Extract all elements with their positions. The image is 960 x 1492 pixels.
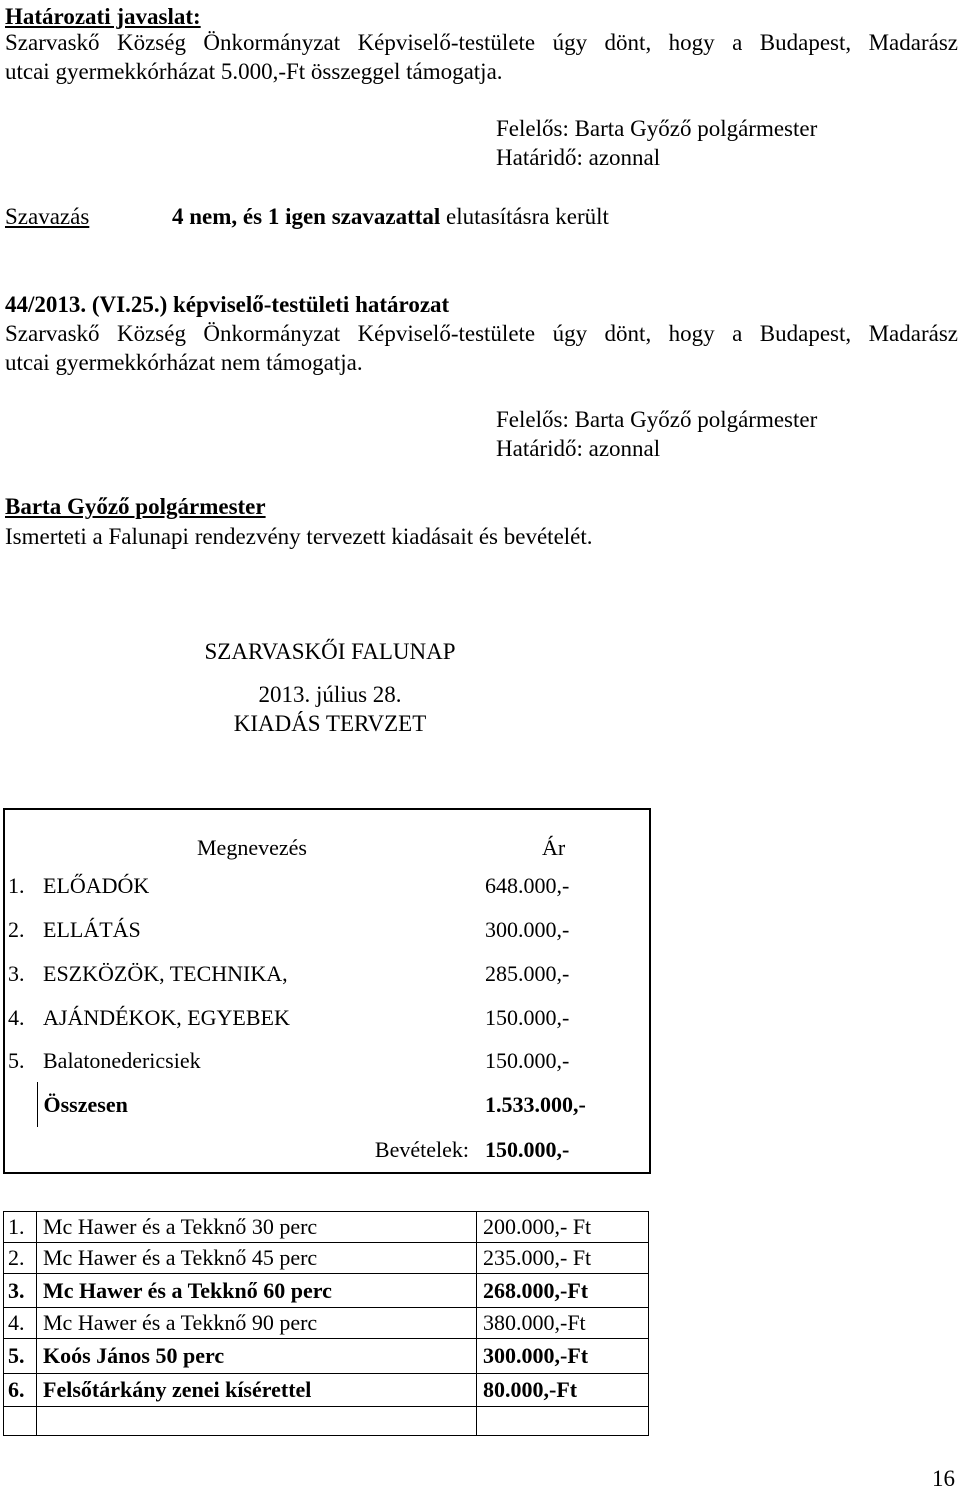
page-number: 16: [932, 1466, 955, 1491]
performers-table: [3, 1211, 649, 1436]
budget-table: [3, 808, 651, 1174]
row-price: 80.000,-Ft: [477, 1374, 649, 1407]
budget-header-row: [4, 809, 650, 863]
row-number: 1.: [4, 1212, 37, 1243]
row-name: Mc Hawer és a Tekknő 45 perc: [37, 1243, 477, 1274]
row-number: 3.: [8, 961, 25, 986]
responsible-person-2: Felelős: Barta Győző polgármester: [496, 407, 818, 432]
proposal-text-line2: utcai gyermekkórházat 5.000,-Ft összeggel támogatja.: [5, 59, 503, 84]
table-row: [4, 908, 650, 952]
row-name: ELLÁTÁS: [43, 917, 141, 942]
table-row: [4, 952, 650, 996]
row-price: 300.000,-Ft: [477, 1339, 649, 1374]
row-number: 3.: [4, 1274, 37, 1308]
row-number: 6.: [4, 1374, 37, 1407]
row-price: 150.000,-: [485, 1047, 570, 1073]
resolution-text-line2: utcai gyermekkórházat nem támogatja.: [5, 350, 363, 375]
row-name: ESZKÖZÖK, TECHNIKA,: [43, 961, 288, 986]
table-row: [4, 996, 650, 1039]
row-number: 1.: [8, 872, 25, 898]
table-row: [4, 1212, 649, 1243]
row-number: 4.: [4, 1308, 37, 1339]
row-name: ELŐADÓK: [43, 872, 150, 898]
row-price: 235.000,- Ft: [477, 1243, 649, 1274]
row-number: 2.: [4, 1243, 37, 1274]
proposal-heading: Határozati javaslat:: [5, 4, 201, 29]
deadline-2: Határidő: azonnal: [496, 436, 661, 461]
table-row: [4, 1308, 649, 1339]
row-price: 200.000,- Ft: [477, 1212, 649, 1243]
row-name: Koós János 50 perc: [37, 1339, 477, 1374]
responsible-person: Felelős: Barta Győző polgármester: [496, 116, 818, 141]
total-row: [4, 1082, 650, 1127]
table-row: [4, 1039, 650, 1082]
total-value: 1.533.000,-: [485, 1091, 586, 1117]
row-price: 268.000,-Ft: [477, 1274, 649, 1308]
table-row: [4, 1274, 649, 1308]
row-number: 2.: [8, 917, 25, 942]
table-row: [4, 1243, 649, 1274]
speaker-text: Ismerteti a Falunapi rendezvény tervezett kiadásait és bevételét.: [5, 524, 593, 549]
row-price: 285.000,-: [485, 961, 570, 986]
table-row: [4, 863, 650, 908]
vote-count: 4 nem, és 1 igen szavazattal: [172, 204, 441, 229]
row-number: 5.: [4, 1339, 37, 1374]
row-name: Mc Hawer és a Tekknő 30 perc: [37, 1212, 477, 1243]
income-row: [4, 1127, 650, 1173]
header-name: Megnevezés: [197, 835, 307, 860]
row-name: Balatonedericsiek: [43, 1047, 201, 1073]
row-name: Felsőtárkány zenei kísérettel: [37, 1374, 477, 1407]
vote-result: [172, 204, 609, 230]
total-label: Összesen: [37, 1082, 477, 1127]
deadline: Határidő: azonnal: [496, 145, 661, 170]
row-name: AJÁNDÉKOK, EGYEBEK: [43, 1004, 290, 1030]
row-name: Mc Hawer és a Tekknő 60 perc: [37, 1274, 477, 1308]
income-label: Bevételek:: [374, 1136, 469, 1162]
row-number: 4.: [8, 1004, 25, 1030]
row-price: 300.000,-: [485, 917, 570, 942]
row-price: 648.000,-: [485, 872, 570, 898]
empty-row: [4, 1407, 649, 1436]
row-number: 5.: [8, 1047, 25, 1073]
row-price: 150.000,-: [485, 1004, 570, 1030]
table-row: [4, 1339, 649, 1374]
falunap-title: SZARVASKŐI FALUNAP: [204, 639, 456, 664]
speaker-heading: Barta Győző polgármester: [5, 494, 266, 519]
table-row: [4, 1374, 649, 1407]
vote-outcome: elutasításra került: [440, 204, 609, 229]
proposal-text-line1: Szarvaskő Község Önkormányzat Képviselő-testülete úgy dönt, hogy a Budapest, Madarász: [5, 30, 958, 55]
resolution-heading: 44/2013. (VI.25.) képviselő-testületi határozat: [5, 292, 450, 317]
vote-label: Szavazás: [5, 204, 90, 229]
falunap-subtitle: KIADÁS TERVZET: [233, 711, 427, 736]
income-value: 150.000,-: [485, 1136, 570, 1162]
row-name: Mc Hawer és a Tekknő 90 perc: [37, 1308, 477, 1339]
falunap-date: 2013. július 28.: [258, 682, 402, 707]
resolution-text-line1: Szarvaskő Község Önkormányzat Képviselő-testülete úgy dönt, hogy a Budapest, Madarász: [5, 321, 958, 346]
header-price: Ár: [542, 835, 566, 860]
row-price: 380.000,-Ft: [477, 1308, 649, 1339]
